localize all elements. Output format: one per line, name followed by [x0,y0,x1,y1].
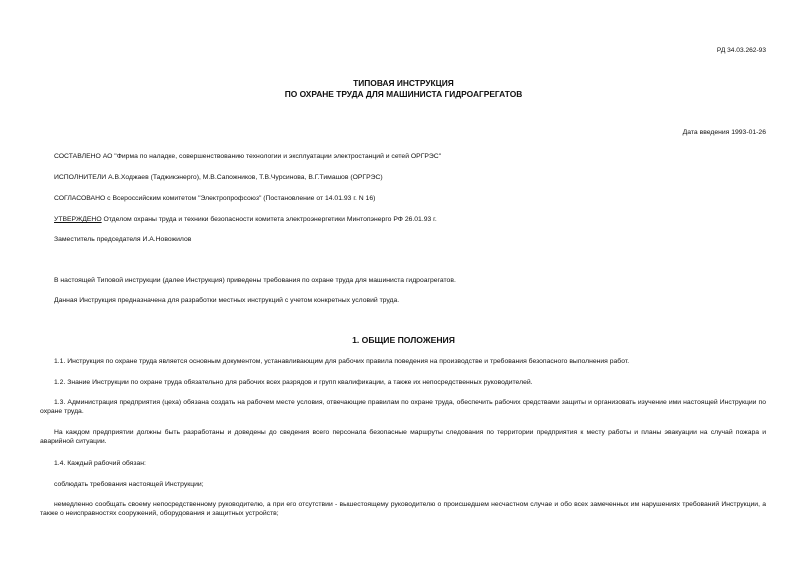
section-heading: 1. ОБЩИЕ ПОЛОЖЕНИЯ [352,335,455,345]
document-title-line-1: ТИПОВАЯ ИНСТРУКЦИЯ [353,78,454,88]
performers: ИСПОЛНИТЕЛИ А.В.Ходжаев (Таджикэнерго), М.В.Сапожников, Т.В.Чурсинова, В.Г.Тимашов (ОРГРЭС) [54,174,383,181]
clause-1-1: 1.1. Инструкция по охране труда является основным документом, устанавливающим для рабочих правила поведения на производстве и требования безопасного выполнения работ. [54,358,630,365]
intro-date: Дата введения 1993-01-26 [682,129,766,136]
clause-1-4-item-comply: соблюдать требования настоящей Инструкции; [54,481,204,488]
preamble-paragraph-2: Данная Инструкция предназначена для разработки местных инструкций с учетом конкретных условий труда. [54,297,400,304]
approved-label: УТВЕРЖДЕНО [54,216,102,223]
agreed-with: СОГЛАСОВАНО с Всероссийским комитетом "Электропрофсоюз" (Постановление от 14.01.93 г. N 16) [54,195,376,202]
clause-1-3-evacuation: На каждом предприятии должны быть разработаны и доведены до сведения всего персонала безопасные маршруты следования по территории предприятия к месту работы и планы эвакуации на случай пожара и аварийной ситуации. [40,429,766,445]
clause-1-3: 1.3. Администрация предприятия (цеха) обязана создать на рабочем месте условия, отвечающие правилам по охране труда, обеспечить рабочих средствами защиты и организовать изучение ими настоящей Инструкции по охране труда. [40,399,766,415]
document-title-line-2: ПО ОХРАНЕ ТРУДА ДЛЯ МАШИНИСТА ГИДРОАГРЕГАТОВ [284,89,523,99]
clause-1-4: 1.4. Каждый рабочий обязан: [54,460,146,467]
approved-by [54,215,766,224]
approved-text: Отделом охраны труда и техники безопасности комитета электроэнергетики Минтопэнерго РФ 26.01.93 г. [101,216,437,223]
preamble-paragraph-1: В настоящей Типовой инструкции (далее Инструкция) приведены требования по охране труда для машиниста гидроагрегатов. [54,277,456,284]
clause-1-4-item-report: немедленно сообщать своему непосредственному руководителю, а при его отсутствии - вышестоящему руководителю о происшедшем несчастном случае и обо всех замеченных им нарушениях требований Инструкции, а также о неисправностях сооружений, оборудования и защитных устройств; [40,501,766,517]
document-number: РД 34.03.262-93 [716,47,766,54]
deputy-chairman: Заместитель председателя И.А.Новожилов [54,236,192,243]
clause-1-2: 1.2. Знание Инструкции по охране труда обязательно для рабочих всех разрядов и групп квалификации, а также их непосредственных руководителей. [54,379,533,386]
compiled-by: СОСТАВЛЕНО АО "Фирма по наладке, совершенствованию технологии и эксплуатации электростанций и сетей ОРГРЭС" [54,153,442,160]
